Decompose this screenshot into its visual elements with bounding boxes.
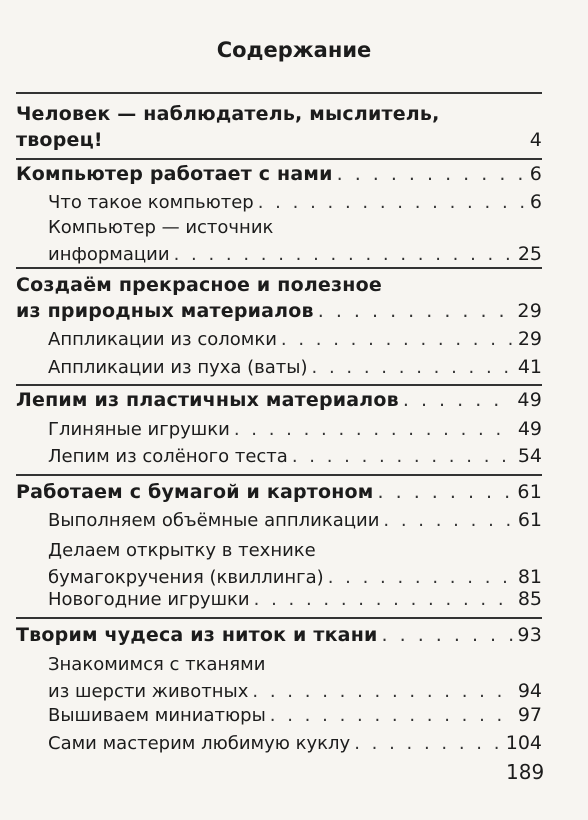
toc-page-number: 85 [517, 588, 542, 610]
toc-page-number: 25 [517, 243, 542, 265]
toc-page-number: 4 [529, 129, 542, 151]
toc-entry-text: Выполняем объёмные аппликации [48, 510, 380, 531]
toc-page-number: 97 [517, 704, 542, 726]
toc-entry-text: Компьютер работает с нами [16, 163, 333, 185]
section-divider [16, 92, 542, 94]
toc-item [48, 702, 542, 728]
leader-dots [252, 679, 513, 704]
toc-entry-text: Глиняные игрушки [48, 419, 230, 440]
page-title: Содержание [216, 38, 372, 62]
toc-page-number: 61 [517, 509, 542, 531]
section-divider [16, 474, 542, 476]
toc-item [48, 416, 542, 442]
toc-item [48, 326, 542, 352]
toc-page-number: 49 [517, 389, 542, 411]
toc-section-5 [16, 479, 542, 505]
leader-dots [174, 242, 514, 267]
toc-page-number: 81 [517, 566, 542, 588]
toc-item [48, 189, 542, 215]
leader-dots [382, 622, 514, 648]
toc-page-number: 6 [529, 191, 542, 213]
toc-section-2 [16, 161, 542, 187]
leader-dots [234, 417, 514, 442]
toc-entry-text: информации [48, 244, 170, 265]
toc-entry-text: Что такое компьютер [48, 192, 254, 213]
toc-item [48, 507, 542, 533]
leader-dots [270, 703, 514, 728]
toc-entry-text: Сами мастерим любимую куклу [48, 733, 351, 754]
toc-item [48, 443, 542, 469]
section-divider [16, 267, 542, 269]
toc-entry-text: Вышиваем миниатюры [48, 705, 266, 726]
section-divider [16, 617, 542, 619]
leader-dots [403, 387, 514, 413]
section-divider [16, 384, 542, 386]
toc-page-number: 104 [505, 732, 542, 754]
leader-dots [258, 190, 526, 215]
toc-entry-text: Лепим из пластичных материалов [16, 389, 399, 411]
leader-dots [318, 298, 514, 324]
toc-entry-text: из природных материалов [16, 300, 314, 322]
toc-item [48, 215, 542, 267]
toc-page-number: 61 [517, 481, 542, 503]
toc-section-1 [16, 101, 542, 153]
toc-section-6 [16, 622, 542, 648]
toc-entry-text: бумагокручения (квиллинга) [48, 567, 324, 588]
leader-dots [383, 508, 513, 533]
leader-dots [337, 161, 526, 187]
toc-entry-text-line1: Знакомимся с тканями [48, 654, 266, 675]
toc-entry-text: Творим чудеса из ниток и ткани [16, 624, 378, 646]
leader-dots [254, 587, 514, 612]
toc-section-3 [16, 272, 542, 324]
leader-dots [378, 479, 514, 505]
toc-page-number: 49 [517, 418, 542, 440]
toc-entry-text-line1: Компьютер — источник [48, 217, 274, 238]
toc-item [48, 354, 542, 380]
toc-entry-text: Новогодние игрушки [48, 589, 250, 610]
toc-item [48, 730, 542, 756]
toc-entry-text: Работаем с бумагой и картоном [16, 481, 374, 503]
section-divider [16, 158, 542, 160]
toc-item [48, 538, 542, 590]
toc-item [48, 652, 542, 704]
toc-entry-text-line1: Создаём прекрасное и полезное [16, 274, 382, 296]
leader-dots [292, 444, 514, 469]
leader-dots [312, 355, 514, 380]
toc-page-number: 29 [517, 328, 542, 350]
toc-page-number: 41 [517, 356, 542, 378]
toc-item [48, 586, 542, 612]
leader-dots [354, 731, 502, 756]
toc-page-number: 94 [517, 680, 542, 702]
toc-entry-text: из шерсти животных [48, 681, 249, 702]
toc-section-4 [16, 387, 542, 413]
toc-entry-text: Лепим из солёного теста [48, 446, 288, 467]
toc-entry-text-line1: Делаем открытку в технике [48, 540, 316, 561]
toc-page-number: 29 [517, 300, 542, 322]
toc-entry-text: Аппликации из соломки [48, 329, 277, 350]
toc-entry-text: Аппликации из пуха (ваты) [48, 357, 308, 378]
toc-page-number: 6 [529, 163, 542, 185]
toc-page-number: 93 [517, 624, 542, 646]
page-number: 189 [506, 760, 545, 784]
toc-page-number: 54 [517, 445, 542, 467]
toc-entry-text: творец! [16, 129, 103, 151]
leader-dots [281, 327, 514, 352]
toc-entry-text-line1: Человек — наблюдатель, мыслитель, [16, 103, 440, 125]
